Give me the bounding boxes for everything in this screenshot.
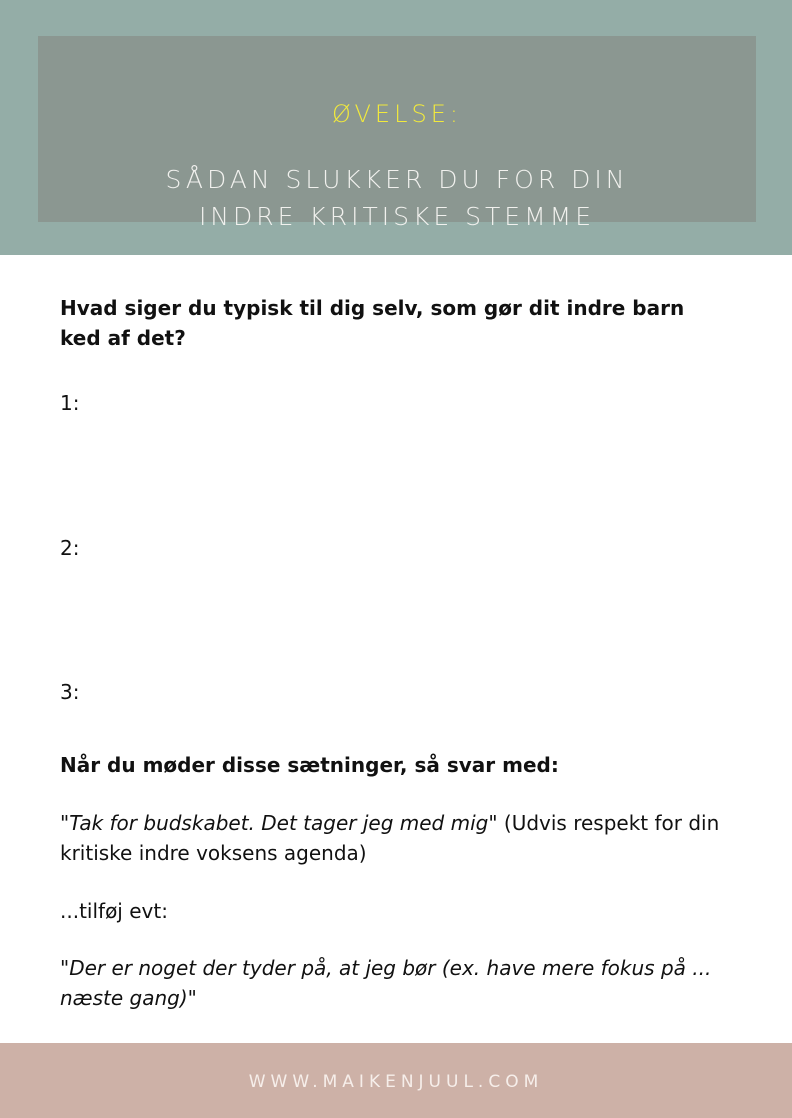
- reply-note: (Udvis respekt for din kritiske indre voksens agenda): [60, 811, 720, 865]
- reply-paragraph: [60, 808, 730, 868]
- title-box: [38, 36, 756, 231]
- question-heading-1: Hvad siger du typisk til dig selv, som gør dit indre barn ked af det?: [60, 296, 685, 350]
- page-title-line-2: INDRE KRITISKE STEMME: [198, 202, 596, 231]
- second-quote: "Der er noget der tyder på, at jeg bør (ex. have mere fokus på ... næste gang)": [60, 956, 712, 1010]
- answer-item-2: 2:: [60, 536, 80, 560]
- page-title-line-1: SÅDAN SLUKKER DU FOR DIN: [165, 165, 629, 194]
- answer-item-1: 1:: [60, 391, 80, 415]
- reply-quote: "Tak for budskabet. Det tager jeg med mig": [60, 811, 498, 835]
- add-text: ...tilføj evt:: [60, 899, 168, 923]
- answer-item-3: 3:: [60, 680, 80, 704]
- header-banner: [0, 0, 792, 255]
- website-url: WWW.MAIKENJUUL.COM: [248, 1072, 544, 1092]
- question-heading-2: Når du møder disse sætninger, så svar med:: [60, 753, 559, 777]
- footer-banner: [0, 1043, 792, 1118]
- exercise-label: ØVELSE:: [332, 100, 462, 128]
